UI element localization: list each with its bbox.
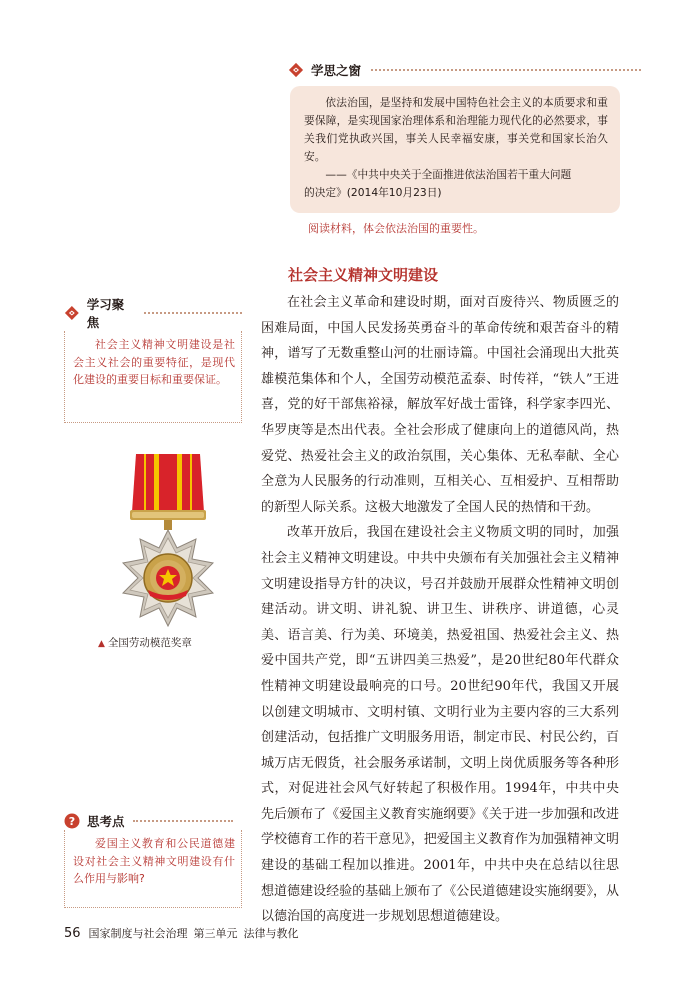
study-focus-text: 社会主义精神文明建设是社会主义社会的重要特征，是现代化建设的重要目标和重要保证。 [73,338,235,386]
triangle-icon: ▲ [98,639,105,649]
body-paragraph: 改革开放后，我国在建设社会主义物质文明的同时，加强社会主义精神文明建设。中共中央颁布有关加强社会主义精神文明建设指导方针的决议，号召并鼓励开展群众性精神文明创建活动。讲文明、讲礼貌、讲卫生、讲秩序、讲道德，心灵美、语言美、行为美、环境美，热爱祖国、热爱社会主义、热爱中国共产党，即“五讲四美三热爱”，是20世纪80年代群众性精神文明建设最响亮的口号。20世纪90年代，我国又开展以创建文明城市、文明村镇、文明行业为主要内容的三大系列创建活动，包括推广文明服务用语，制定市民、村民公约，百城万店无假货，社会服务承诺制，文明上岗优质服务等各种形式，对促进社会风气好转起了积极作用。1994年，中共中央先后颁布了《爱国主义教育实施纲要》《关于进一步加强和改进学校德育工作的若干意见》，把爱国主义教育作为加强精神文明建设的基础工程加以推进。2001年，中共中央在总结以往思想道德建设经验的基础上颁布了《公民道德建设实施纲要》，从以德治国的高度进一步规划思想道德建设。 [261,525,619,925]
labor-model-medal-image [118,452,218,632]
question-mark-icon [64,813,80,829]
think-point-text: 爱国主义教育和公民道德建设对社会主义精神文明建设有什么作用与影响? [73,837,235,885]
header-divider [144,312,242,314]
quote-source-line2: 的决定》(2014年10月23日) [304,186,442,199]
unit-label: 第三单元 [193,927,238,940]
window-header [288,61,641,79]
think-point-title: 思考点 [87,814,125,829]
diamond-logo-icon [288,62,304,78]
study-focus-panel [64,295,242,423]
quote-text: 依法治国，是坚持和发展中国特色社会主义的本质要求和重要保障，是实现国家治理体系和治理能力现代化的必然要求，事关我们党执政兴国，事关人民幸福安康，事关党和国家长治久安。 [304,96,608,163]
window-title: 学思之窗 [311,63,362,78]
unit-title: 法律与教化 [243,927,299,940]
medal-caption [98,635,192,650]
reading-task: 阅读材料，体会依法治国的重要性。 [308,222,484,235]
main-body [261,290,619,930]
think-point-header [64,812,242,830]
svg-text:?: ? [68,815,76,828]
header-divider [133,820,233,822]
study-focus-box [64,331,242,423]
diamond-logo-icon [64,305,80,321]
study-focus-title: 学习聚焦 [86,297,125,330]
think-point-box [64,830,242,908]
medal-caption-text: 全国劳动模范奖章 [107,637,192,649]
page-number: 56 [64,926,81,941]
quote-source-line1: ——《中共中央关于全面推进依法治国若干重大问题 [325,168,572,181]
quote-box [290,86,620,213]
book-title: 国家制度与社会治理 [88,927,188,940]
page-footer [64,925,299,941]
header-divider [371,69,641,71]
section-title: 社会主义精神文明建设 [288,266,439,284]
think-point-panel [64,812,242,908]
study-focus-header [64,295,242,331]
body-paragraph: 在社会主义革命和建设时期，面对百废待兴、物质匮乏的困难局面，中国人民发扬英勇奋斗的革命传统和艰苦奋斗的精神，谱写了无数重整山河的壮丽诗篇。中国社会涌现出大批英雄模范集体和个人，全国劳动模范孟泰、时传祥，“铁人”王进喜，党的好干部焦裕禄，解放军好战士雷锋，科学家李四光、华罗庚等是杰出代表。全社会形成了健康向上的道德风尚，热爱党、热爱社会主义的政治氛围，关心集体、无私奉献、全心全意为人民服务的行动准则，互相关心、互相爱护、互相帮助的新型人际关系。这极大地激发了全国人民的热情和干劲。 [261,295,619,515]
